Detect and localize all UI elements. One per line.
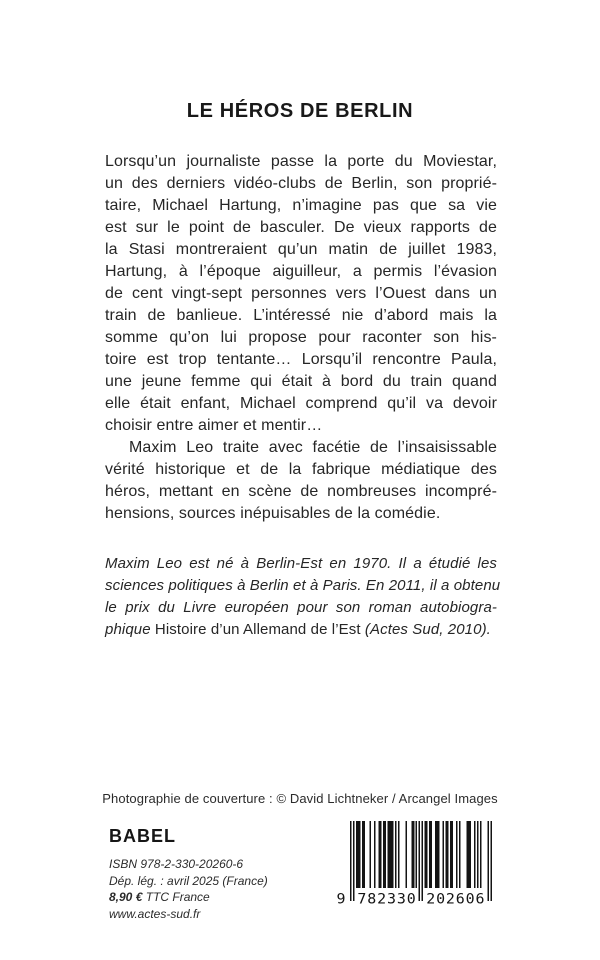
synopsis-line: est sur le point de basculer. De vieux rapports de bbox=[105, 219, 497, 236]
colophon-line bbox=[109, 856, 349, 873]
babel-logo: BABEL bbox=[109, 826, 176, 846]
synopsis-line: elle était enfant, Michael comprend qu’il va devoir bbox=[105, 395, 497, 412]
barcode-digits-right: 202606 bbox=[426, 892, 485, 905]
bio-line-segment: sciences politiques à Berlin et à Paris. En 2011, il a obtenu bbox=[105, 577, 501, 594]
bio-line-segment: Histoire d’un Allemand de l’Est bbox=[154, 621, 361, 638]
synopsis-line: héros, mettant en scène de nombreuses incompré- bbox=[105, 483, 497, 500]
synopsis-line: une jeune femme qui était à bord du train quand bbox=[105, 373, 497, 390]
synopsis-line: de cent vingt-sept personnes vers l’Ouest dans un bbox=[105, 285, 497, 302]
synopsis-line: vérité historique et de la fabrique médiatique des bbox=[105, 461, 497, 478]
synopsis-line: Lorsqu’un journaliste passe la porte du Moviestar, bbox=[105, 153, 497, 170]
colophon-line-segment: Dép. lég. : avril 2025 (France) bbox=[109, 873, 268, 888]
bio-line-segment: Maxim Leo est né à Berlin-Est en 1970. Il a étudié les bbox=[105, 555, 497, 572]
bio-line-segment: (Actes Sud, 2010). bbox=[360, 621, 491, 638]
bio-line bbox=[105, 553, 497, 575]
synopsis-line: somme qu’on lui propose pour raconter son his- bbox=[105, 329, 497, 346]
synopsis-line: train de banlieue. L’intéressé nie d’abord mais la bbox=[105, 307, 497, 324]
synopsis-line: taire, Michael Hartung, n’imagine pas que sa vie bbox=[105, 197, 497, 214]
synopsis-line: Maxim Leo traite avec facétie de l’insaisissable bbox=[129, 439, 497, 456]
synopsis-text bbox=[105, 151, 497, 525]
colophon-line-segment: TTC France bbox=[142, 890, 210, 904]
barcode-digits-left: 782330 bbox=[357, 892, 416, 905]
ean13-barcode bbox=[335, 821, 495, 905]
colophon-line-segment: www.actes-sud.fr bbox=[109, 906, 201, 921]
colophon-text bbox=[109, 856, 349, 922]
bio-line-segment: le prix du Livre européen pour son roman autobiogra- bbox=[105, 599, 497, 616]
bio-line bbox=[105, 619, 497, 641]
bio-line bbox=[105, 597, 497, 619]
synopsis-line: choisir entre aimer et mentir… bbox=[105, 417, 323, 434]
colophon-line bbox=[109, 873, 349, 890]
book-title: LE HÉROS DE BERLIN bbox=[186, 100, 414, 122]
colophon-line-segment: 8,90 € bbox=[109, 890, 143, 904]
synopsis-line: la Stasi montreraient qu’un matin de juillet 1983, bbox=[105, 241, 497, 258]
photo-credit: Photographie de couverture : © David Lichtneker / Arcangel Images bbox=[102, 791, 498, 806]
publisher-block bbox=[109, 826, 349, 922]
bio-line-segment: phique bbox=[105, 621, 155, 638]
synopsis-line: hensions, sources inépuisables de la comédie. bbox=[105, 505, 441, 522]
author-bio-text bbox=[105, 553, 501, 641]
synopsis-line: un des derniers vidéo-clubs de Berlin, son proprié- bbox=[105, 175, 497, 192]
colophon-line bbox=[109, 889, 349, 906]
colophon-line bbox=[109, 906, 349, 923]
synopsis-line: toire est trop tentante… Lorsqu’il rencontre Paula, bbox=[105, 351, 497, 368]
bio-line bbox=[105, 575, 501, 597]
colophon-line-segment: ISBN 978-2-330-20260-6 bbox=[109, 857, 244, 871]
synopsis-line: Hartung, à l’époque aiguilleur, a permis l’évasion bbox=[105, 263, 497, 280]
barcode-digit-first: 9 bbox=[336, 892, 346, 905]
